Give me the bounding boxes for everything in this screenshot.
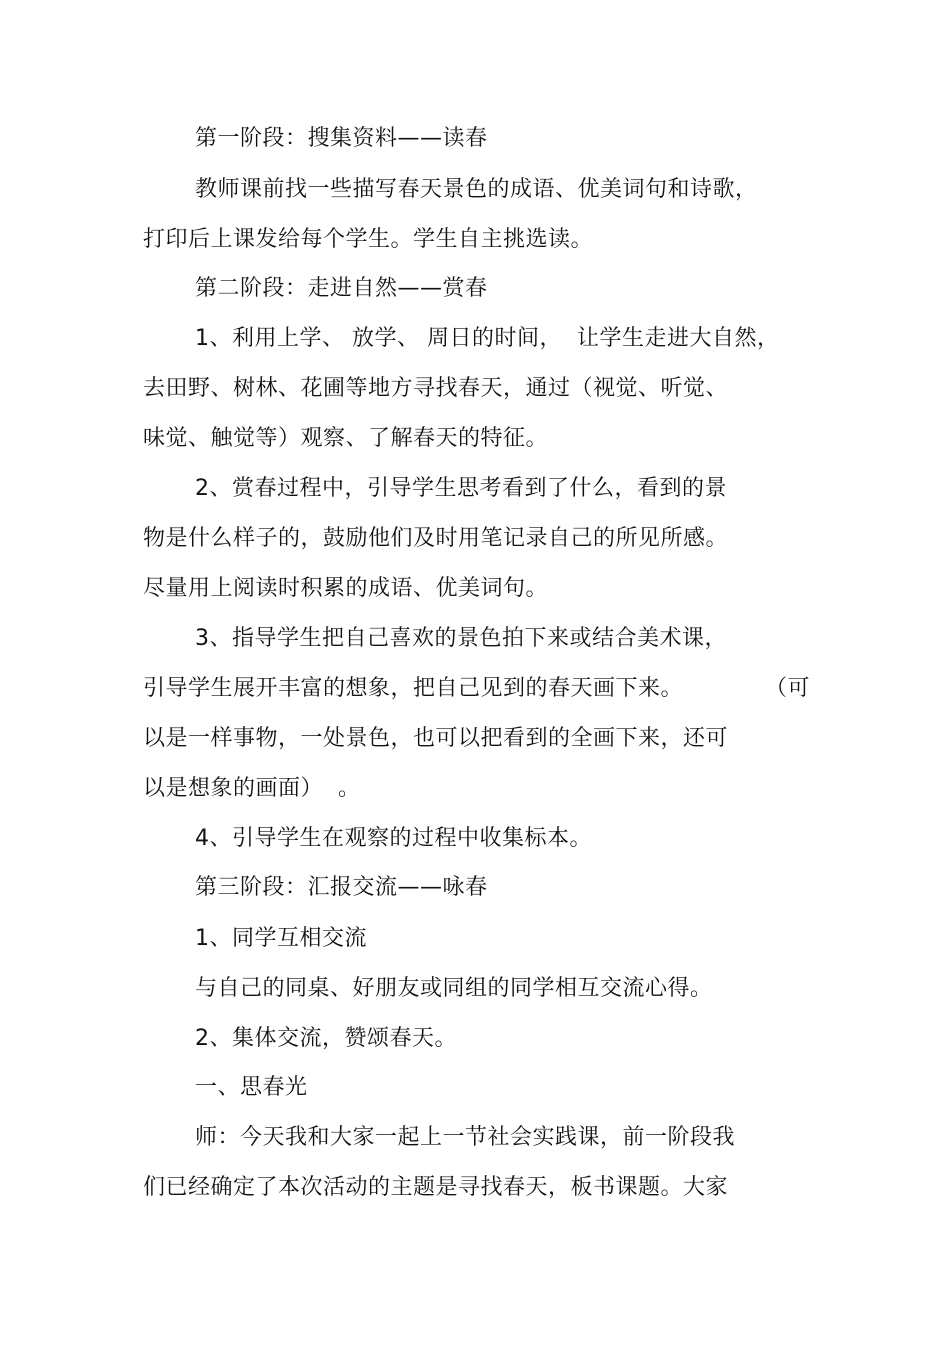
paragraph-line: 物是什么样子的，鼓励他们及时用笔记录自己的所见所感。: [143, 526, 729, 551]
paragraph-line: 2、赏春过程中，引导学生思考看到了什么，看到的景: [195, 476, 727, 501]
paragraph-line: 2、集体交流，赞颂春天。: [195, 1026, 457, 1051]
paragraph-line: 教师课前找一些描写春天景色的成语、优美词句和诗歌，: [195, 177, 758, 202]
paragraph-line: 3、指导学生把自己喜欢的景色拍下来或结合美术课，: [195, 626, 727, 651]
paragraph-line: 以是一样事物，一处景色，也可以把看到的全画下来，还可: [143, 726, 729, 751]
paragraph-line: 尽量用上阅读时积累的成语、优美词句。: [143, 576, 549, 601]
paragraph-line: 与自己的同桌、好朋友或同组的同学相互交流心得。: [195, 976, 713, 1001]
paragraph-line: 打印后上课发给每个学生。学生自主挑选读。: [143, 227, 594, 252]
paragraph-line: 以是想象的画面） 。: [143, 776, 361, 801]
paragraph-line: 味觉、触觉等）观察、了解春天的特征。: [143, 426, 549, 451]
stage-two-heading: 第二阶段：走进自然——赏春: [195, 276, 488, 301]
stage-one-heading: 第一阶段：搜集资料——读春: [195, 126, 488, 151]
paragraph-line: 去田野、树林、花圃等地方寻找春天，通过（视觉、听觉、: [143, 376, 729, 401]
paragraph-line: 4、引导学生在观察的过程中收集标本。: [195, 826, 592, 851]
paragraph-line: 师：今天我和大家一起上一节社会实践课，前一阶段我: [195, 1125, 736, 1150]
paragraph-line: 引导学生展开丰富的想象，把自己见到的春天画下来。: [143, 676, 684, 701]
paragraph-line-tail: （可: [765, 676, 811, 701]
stage-three-heading: 第三阶段：汇报交流——咏春: [195, 875, 488, 900]
paragraph-line: 1、同学互相交流: [195, 926, 367, 951]
paragraph-line: 1、利用上学、 放学、 周日的时间， 让学生走进大自然，: [195, 326, 780, 351]
paragraph-line: 们已经确定了本次活动的主题是寻找春天，板书课题。大家: [143, 1175, 729, 1200]
section-heading: 一、思春光: [195, 1075, 308, 1100]
